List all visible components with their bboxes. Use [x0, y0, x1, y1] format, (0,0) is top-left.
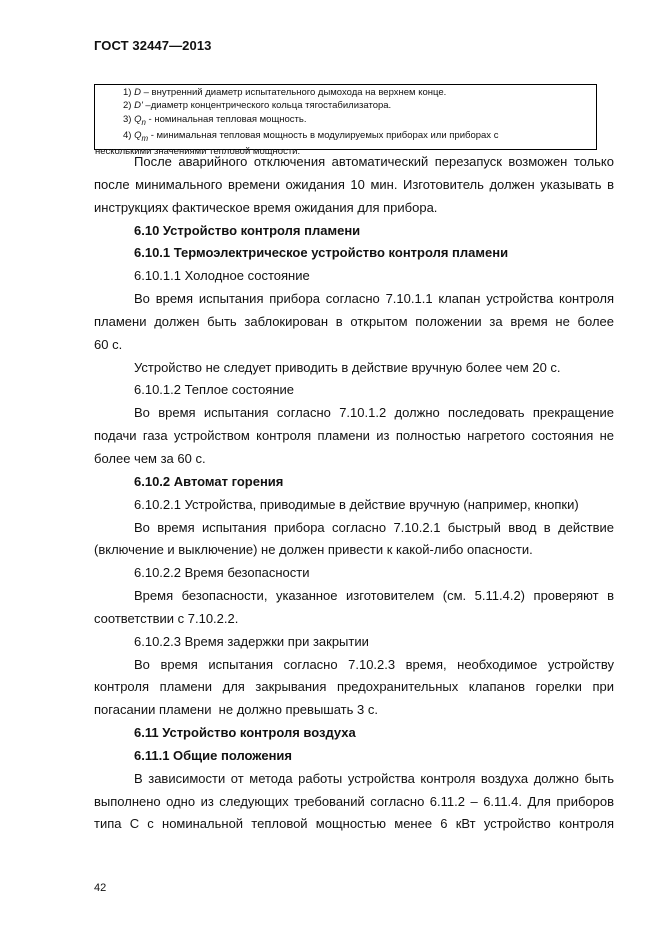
note-symbol: Q [134, 130, 142, 142]
paragraph-line: В зависимости от метода работы устройства контроля воздуха должно быть [134, 770, 614, 786]
paragraph-line: 60 с. [94, 336, 123, 352]
note-line [95, 99, 594, 112]
note-symbol: Q [134, 113, 142, 125]
subsection-heading: 6.10.1.2 Теплое состояние [134, 382, 295, 398]
paragraph-line: контроля пламени для закрывания предохранительных клапанов горелки при [94, 679, 614, 695]
paragraph-line: пламени должен быть заблокирован в открытом положении за время не более [94, 313, 614, 329]
note-number: 3) [123, 113, 135, 125]
note-text: – внутренний диаметр испытательного дымохода на верхнем конце. [140, 87, 447, 98]
note-subscript: n [141, 117, 146, 127]
section-heading: 6.11.1 Общие положения [134, 747, 293, 763]
note-text: - минимальная тепловая мощность в модулируемых приборах или приборах с [148, 130, 499, 142]
section-heading: 6.10 Устройство контроля пламени [134, 222, 361, 238]
paragraph-line: более чем за 60 с. [94, 450, 206, 466]
paragraph-line: инструкциях фактическое время ожидания для прибора. [94, 199, 438, 215]
paragraph-line: (включение и выключение) не должен привести к какой-либо опасности. [94, 542, 533, 558]
note-line [95, 113, 594, 129]
section-heading: 6.10.1 Термоэлектрическое устройство контроля пламени [134, 245, 509, 261]
paragraph-line: соответствии с 7.10.2.2. [94, 610, 239, 626]
notes-box [94, 84, 597, 158]
standard-header: ГОСТ 32447—2013 [94, 38, 212, 53]
note-number: 2) [123, 100, 135, 112]
note-number: 1) [123, 87, 135, 98]
paragraph-line: Время безопасности, указанное изготовителем (см. 5.11.4.2) проверяют в [134, 588, 614, 604]
subsection-heading: 6.10.2.3 Время задержки при закрытии [134, 633, 369, 649]
subsection-heading: 6.10.1.1 Холодное состояние [134, 268, 310, 284]
page-number: 42 [94, 882, 107, 894]
paragraph-line: Во время испытания согласно 7.10.1.2 должно последовать прекращение [134, 405, 614, 421]
paragraph-line: Во время испытания прибора согласно 7.10.1.1 клапан устройства контроля [134, 291, 614, 307]
note-subscript: m [141, 134, 149, 143]
paragraph-line: после минимального времени ожидания 10 мин. Изготовитель должен указывать в [94, 176, 614, 192]
paragraph-line: После аварийного отключения автоматический перезапуск возможен только [134, 154, 614, 169]
note-text: - номинальная тепловая мощность. [145, 113, 307, 125]
note-text: несколькими значениями тепловой мощности. [95, 146, 301, 158]
paragraph-line: Во время испытания прибора согласно 7.10.2.1 быстрый ввод в действие [134, 519, 614, 535]
note-line [95, 129, 594, 145]
subsection-heading: 6.10.2.1 Устройства, приводимые в действие вручную (например, кнопки) [134, 496, 579, 512]
section-heading: 6.11 Устройство контроля воздуха [134, 725, 356, 741]
note-symbol: D' [134, 100, 143, 112]
section-heading: 6.10.2 Автомат горения [134, 473, 284, 489]
paragraph-line: Устройство не следует приводить в действие вручную более чем 20 с. [134, 359, 561, 375]
paragraph-line: выполнено одно из следующих требований согласно 6.11.2 – 6.11.4. Для приборов [94, 793, 614, 809]
subsection-heading: 6.10.2.2 Время безопасности [134, 565, 310, 581]
paragraph-line: Во время испытания согласно 7.10.2.3 время, необходимое устройству [134, 656, 614, 672]
paragraph-line: погасании пламени не должно превышать 3 с. [94, 702, 378, 718]
body-text [94, 151, 614, 836]
note-line [95, 86, 594, 99]
note-text: –диаметр концентрического кольца тягостабилизатора. [142, 100, 392, 112]
note-symbol: D [134, 87, 141, 98]
paragraph-line: типа С с номинальной тепловой мощностью менее 6 кВт устройство контроля [94, 816, 614, 832]
paragraph-line: подачи газа устройством контроля пламени из полностью нагретого состояния не [94, 428, 614, 444]
note-number: 4) [123, 130, 135, 142]
